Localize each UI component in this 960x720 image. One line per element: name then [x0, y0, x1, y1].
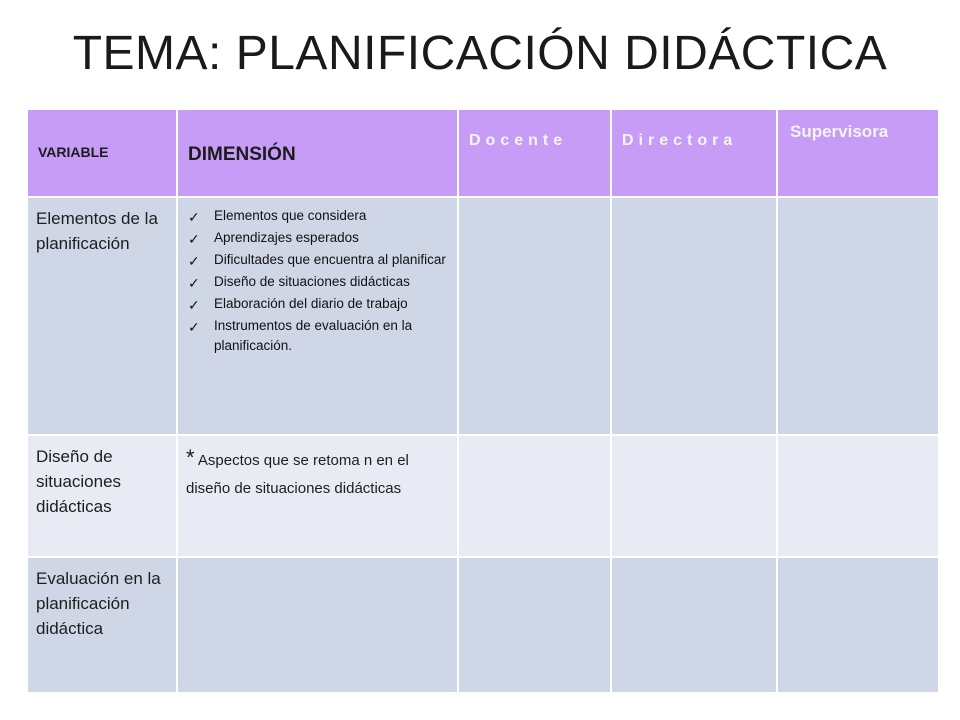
- header-docente: Docente: [458, 109, 611, 197]
- variable-cell: Evaluación en la planificación didáctica: [27, 557, 177, 693]
- table-row: [27, 435, 939, 557]
- list-item: ✓ Dificultades que encuentra al planificar: [188, 252, 446, 269]
- docente-cell: [458, 435, 611, 557]
- page-title: TEMA: PLANIFICACIÓN DIDÁCTICA: [72, 27, 888, 80]
- directora-cell: [611, 557, 777, 693]
- table-row: [27, 557, 939, 693]
- checkmark-icon: ✓: [188, 209, 200, 225]
- checkmark-icon: ✓: [188, 253, 200, 269]
- header-supervisora: Supervisora: [777, 109, 939, 197]
- dimension-cell: [177, 197, 458, 435]
- variable-cell: Diseño de situaciones didácticas: [27, 435, 177, 557]
- checkmark-icon: ✓: [188, 231, 200, 247]
- variable-cell: Elementos de la planificación: [27, 197, 177, 435]
- header-variable: VARIABLE: [27, 109, 177, 197]
- supervisora-cell: [777, 197, 939, 435]
- asterisk-bullet: *: [186, 445, 195, 470]
- list-item: ✓ Elaboración del diario de trabajo: [188, 296, 408, 313]
- list-item: ✓ Aprendizajes esperados: [188, 230, 359, 247]
- docente-cell: [458, 197, 611, 435]
- table-row: [27, 197, 939, 435]
- supervisora-cell: [777, 435, 939, 557]
- header-row: [27, 109, 939, 197]
- dimension-cell: [177, 557, 458, 693]
- checkmark-icon: ✓: [188, 297, 200, 313]
- list-item: ✓ Instrumentos de evaluación en la planificación.: [188, 318, 413, 353]
- supervisora-cell: [777, 557, 939, 693]
- header-dimension: DIMENSIÓN: [177, 109, 458, 197]
- dimension-checklist: [178, 198, 457, 356]
- header-directora: Directora: [611, 109, 777, 197]
- directora-cell: [611, 435, 777, 557]
- dimension-text: Aspectos que se retoma n en el diseño de situaciones didácticas: [186, 452, 409, 497]
- checkmark-icon: ✓: [188, 275, 200, 291]
- list-item: ✓ Diseño de situaciones didácticas: [188, 274, 410, 291]
- dimension-cell: [177, 435, 458, 557]
- checkmark-icon: ✓: [188, 319, 200, 335]
- docente-cell: [458, 557, 611, 693]
- directora-cell: [611, 197, 777, 435]
- planning-table: [26, 108, 940, 694]
- list-item: ✓ Elementos que considera: [188, 208, 367, 225]
